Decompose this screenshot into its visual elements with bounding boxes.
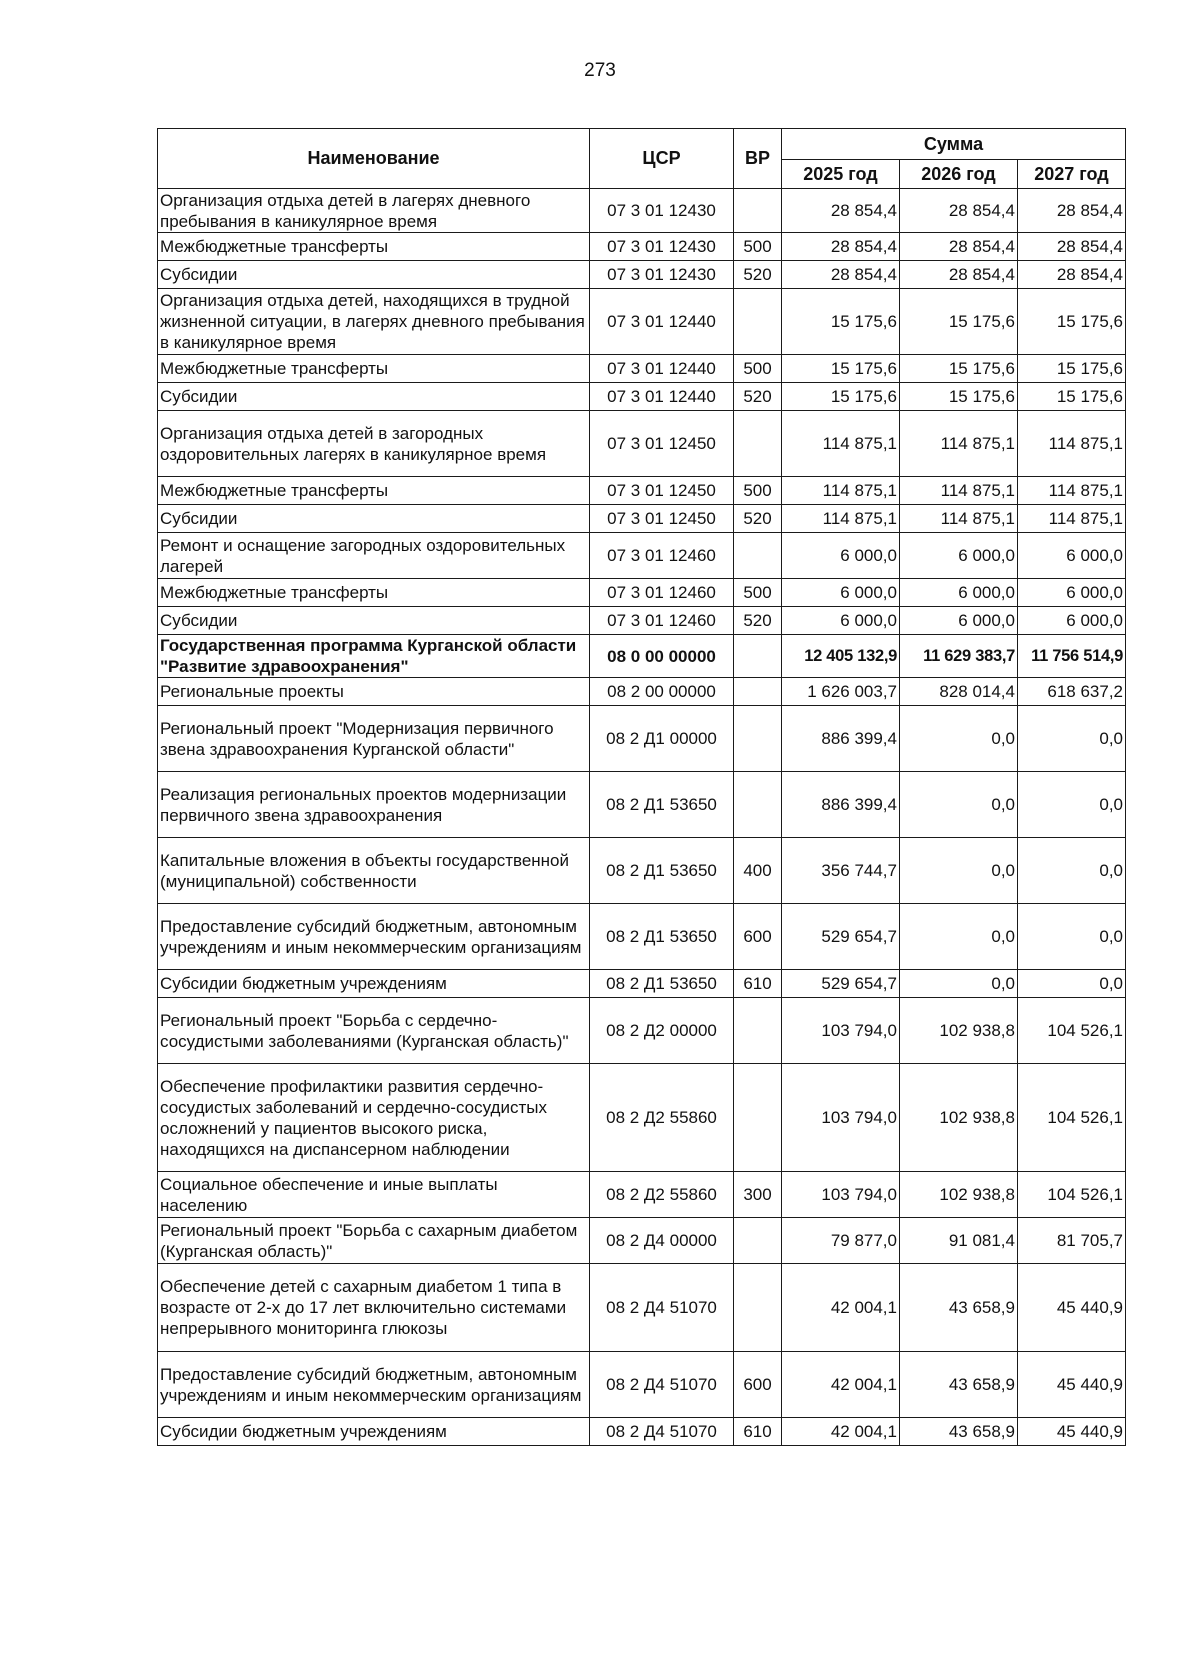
row-value-2026: 102 938,8 — [900, 1172, 1018, 1218]
row-csr: 07 3 01 12430 — [590, 189, 734, 233]
row-value-2025: 42 004,1 — [782, 1264, 900, 1352]
row-name: Региональные проекты — [158, 678, 590, 706]
table-row — [158, 838, 1126, 904]
row-value-2026: 102 938,8 — [900, 1064, 1018, 1172]
row-value-2027: 6 000,0 — [1018, 607, 1126, 635]
row-csr: 08 2 00 00000 — [590, 678, 734, 706]
row-vr — [734, 1218, 782, 1264]
row-vr: 520 — [734, 383, 782, 411]
header-year-2025: 2025 год — [782, 160, 900, 189]
row-value-2027: 28 854,4 — [1018, 261, 1126, 289]
row-value-2025: 886 399,4 — [782, 772, 900, 838]
header-row — [158, 129, 1126, 160]
row-vr — [734, 411, 782, 477]
table-row — [158, 607, 1126, 635]
row-vr: 520 — [734, 261, 782, 289]
row-value-2027: 104 526,1 — [1018, 998, 1126, 1064]
row-value-2026: 43 658,9 — [900, 1352, 1018, 1418]
row-value-2025: 356 744,7 — [782, 838, 900, 904]
row-value-2027: 104 526,1 — [1018, 1172, 1126, 1218]
row-csr: 08 2 Д1 53650 — [590, 772, 734, 838]
row-vr: 520 — [734, 505, 782, 533]
row-value-2027: 114 875,1 — [1018, 477, 1126, 505]
row-value-2026: 0,0 — [900, 772, 1018, 838]
row-vr — [734, 1064, 782, 1172]
row-csr: 07 3 01 12460 — [590, 607, 734, 635]
row-vr: 500 — [734, 579, 782, 607]
row-csr: 07 3 01 12440 — [590, 383, 734, 411]
row-value-2025: 15 175,6 — [782, 289, 900, 355]
row-csr: 07 3 01 12430 — [590, 233, 734, 261]
row-value-2025: 28 854,4 — [782, 233, 900, 261]
row-vr: 500 — [734, 233, 782, 261]
row-vr: 600 — [734, 904, 782, 970]
header-vr: ВР — [734, 129, 782, 189]
row-csr: 07 3 01 12460 — [590, 533, 734, 579]
row-value-2026: 15 175,6 — [900, 289, 1018, 355]
row-value-2025: 6 000,0 — [782, 533, 900, 579]
row-value-2026: 15 175,6 — [900, 355, 1018, 383]
row-csr: 08 2 Д2 55860 — [590, 1064, 734, 1172]
row-name: Субсидии бюджетным учреждениям — [158, 970, 590, 998]
header-name: Наименование — [158, 129, 590, 189]
header-csr: ЦСР — [590, 129, 734, 189]
table-body — [158, 189, 1126, 1446]
row-csr: 07 3 01 12430 — [590, 261, 734, 289]
row-value-2027: 11 756 514,9 — [1018, 635, 1126, 678]
row-value-2027: 45 440,9 — [1018, 1352, 1126, 1418]
row-csr: 08 2 Д4 51070 — [590, 1264, 734, 1352]
row-csr: 07 3 01 12450 — [590, 411, 734, 477]
row-vr — [734, 772, 782, 838]
row-csr: 08 2 Д2 55860 — [590, 1172, 734, 1218]
row-value-2025: 15 175,6 — [782, 383, 900, 411]
row-value-2026: 102 938,8 — [900, 998, 1018, 1064]
row-value-2026: 828 014,4 — [900, 678, 1018, 706]
row-name: Субсидии — [158, 607, 590, 635]
row-value-2025: 529 654,7 — [782, 970, 900, 998]
row-name: Капитальные вложения в объекты государственной (муниципальной) собственности — [158, 838, 590, 904]
row-csr: 08 2 Д1 53650 — [590, 838, 734, 904]
row-csr: 07 3 01 12450 — [590, 505, 734, 533]
row-value-2025: 12 405 132,9 — [782, 635, 900, 678]
row-vr — [734, 533, 782, 579]
row-name: Региональный проект "Модернизация первичного звена здравоохранения Курганской области" — [158, 706, 590, 772]
table-header — [158, 129, 1126, 189]
table-row — [158, 1064, 1126, 1172]
budget-table — [157, 128, 1126, 1446]
table-row — [158, 706, 1126, 772]
row-vr — [734, 706, 782, 772]
row-value-2025: 15 175,6 — [782, 355, 900, 383]
row-value-2027: 6 000,0 — [1018, 579, 1126, 607]
row-value-2026: 91 081,4 — [900, 1218, 1018, 1264]
row-vr: 610 — [734, 970, 782, 998]
row-value-2025: 103 794,0 — [782, 998, 900, 1064]
row-value-2026: 28 854,4 — [900, 189, 1018, 233]
row-value-2027: 618 637,2 — [1018, 678, 1126, 706]
row-value-2025: 103 794,0 — [782, 1172, 900, 1218]
row-csr: 07 3 01 12460 — [590, 579, 734, 607]
row-vr — [734, 289, 782, 355]
row-value-2026: 0,0 — [900, 838, 1018, 904]
table-row — [158, 1352, 1126, 1418]
row-name: Межбюджетные трансферты — [158, 355, 590, 383]
row-value-2025: 114 875,1 — [782, 411, 900, 477]
row-name: Предоставление субсидий бюджетным, автономным учреждениям и иным некоммерческим организациям — [158, 904, 590, 970]
row-value-2027: 0,0 — [1018, 772, 1126, 838]
row-value-2026: 6 000,0 — [900, 533, 1018, 579]
row-value-2026: 11 629 383,7 — [900, 635, 1018, 678]
table-row — [158, 189, 1126, 233]
row-name: Предоставление субсидий бюджетным, автономным учреждениям и иным некоммерческим организациям — [158, 1352, 590, 1418]
row-value-2027: 28 854,4 — [1018, 233, 1126, 261]
table-row — [158, 533, 1126, 579]
row-value-2027: 28 854,4 — [1018, 189, 1126, 233]
row-value-2027: 45 440,9 — [1018, 1264, 1126, 1352]
table-row — [158, 1418, 1126, 1446]
row-name: Региональный проект "Борьба с сердечно-сосудистыми заболеваниями (Курганская область)" — [158, 998, 590, 1064]
row-csr: 07 3 01 12450 — [590, 477, 734, 505]
row-value-2027: 15 175,6 — [1018, 383, 1126, 411]
row-vr: 400 — [734, 838, 782, 904]
row-csr: 08 2 Д2 00000 — [590, 998, 734, 1064]
header-year-2027: 2027 год — [1018, 160, 1126, 189]
row-value-2026: 0,0 — [900, 706, 1018, 772]
table-row — [158, 411, 1126, 477]
row-value-2025: 529 654,7 — [782, 904, 900, 970]
row-name: Субсидии — [158, 261, 590, 289]
row-value-2027: 45 440,9 — [1018, 1418, 1126, 1446]
table-row — [158, 998, 1126, 1064]
row-vr — [734, 998, 782, 1064]
row-value-2025: 6 000,0 — [782, 607, 900, 635]
row-vr: 500 — [734, 477, 782, 505]
table-row — [158, 355, 1126, 383]
row-csr: 08 2 Д1 00000 — [590, 706, 734, 772]
row-value-2026: 114 875,1 — [900, 505, 1018, 533]
table-row — [158, 635, 1126, 678]
table-row — [158, 1264, 1126, 1352]
table-row — [158, 477, 1126, 505]
row-csr: 08 2 Д1 53650 — [590, 970, 734, 998]
row-value-2027: 6 000,0 — [1018, 533, 1126, 579]
row-vr — [734, 678, 782, 706]
row-value-2026: 28 854,4 — [900, 261, 1018, 289]
row-name: Субсидии — [158, 505, 590, 533]
row-value-2025: 1 626 003,7 — [782, 678, 900, 706]
table-row — [158, 970, 1126, 998]
row-vr: 520 — [734, 607, 782, 635]
row-csr: 08 2 Д1 53650 — [590, 904, 734, 970]
row-name: Субсидии — [158, 383, 590, 411]
row-value-2025: 28 854,4 — [782, 189, 900, 233]
row-value-2027: 0,0 — [1018, 706, 1126, 772]
row-value-2027: 15 175,6 — [1018, 355, 1126, 383]
row-csr: 08 2 Д4 00000 — [590, 1218, 734, 1264]
header-sum: Сумма — [782, 129, 1126, 160]
table-row — [158, 383, 1126, 411]
row-value-2025: 79 877,0 — [782, 1218, 900, 1264]
row-vr: 600 — [734, 1352, 782, 1418]
table-row — [158, 289, 1126, 355]
table-row — [158, 678, 1126, 706]
row-csr: 08 0 00 00000 — [590, 635, 734, 678]
row-value-2026: 28 854,4 — [900, 233, 1018, 261]
row-value-2025: 114 875,1 — [782, 477, 900, 505]
row-vr: 300 — [734, 1172, 782, 1218]
row-name: Субсидии бюджетным учреждениям — [158, 1418, 590, 1446]
row-value-2027: 114 875,1 — [1018, 411, 1126, 477]
row-name: Межбюджетные трансферты — [158, 233, 590, 261]
table-row — [158, 579, 1126, 607]
row-vr — [734, 635, 782, 678]
row-value-2025: 28 854,4 — [782, 261, 900, 289]
row-name: Социальное обеспечение и иные выплаты населению — [158, 1172, 590, 1218]
row-vr: 610 — [734, 1418, 782, 1446]
row-vr: 500 — [734, 355, 782, 383]
row-value-2027: 0,0 — [1018, 838, 1126, 904]
row-value-2027: 114 875,1 — [1018, 505, 1126, 533]
table-row — [158, 505, 1126, 533]
row-name: Ремонт и оснащение загородных оздоровительных лагерей — [158, 533, 590, 579]
row-name: Обеспечение детей с сахарным диабетом 1 типа в возрасте от 2-х до 17 лет включительно системами непрерывного мониторинга глюкозы — [158, 1264, 590, 1352]
table-row — [158, 1218, 1126, 1264]
row-value-2027: 0,0 — [1018, 904, 1126, 970]
row-value-2026: 114 875,1 — [900, 411, 1018, 477]
row-name: Реализация региональных проектов модернизации первичного звена здравоохранения — [158, 772, 590, 838]
row-name: Региональный проект "Борьба с сахарным диабетом (Курганская область)" — [158, 1218, 590, 1264]
row-value-2026: 6 000,0 — [900, 607, 1018, 635]
row-value-2025: 114 875,1 — [782, 505, 900, 533]
row-name: Обеспечение профилактики развития сердечно-сосудистых заболеваний и сердечно-сосудистых осложнений у пациентов высокого риска, находящихся на диспансерном наблюдении — [158, 1064, 590, 1172]
row-csr: 07 3 01 12440 — [590, 289, 734, 355]
row-name: Организация отдыха детей, находящихся в трудной жизненной ситуации, в лагерях дневного пребывания в каникулярное время — [158, 289, 590, 355]
row-csr: 08 2 Д4 51070 — [590, 1352, 734, 1418]
row-value-2027: 81 705,7 — [1018, 1218, 1126, 1264]
row-value-2026: 6 000,0 — [900, 579, 1018, 607]
table-row — [158, 261, 1126, 289]
header-year-2026: 2026 год — [900, 160, 1018, 189]
row-value-2026: 43 658,9 — [900, 1264, 1018, 1352]
row-name: Организация отдыха детей в загородных оздоровительных лагерях в каникулярное время — [158, 411, 590, 477]
row-value-2025: 103 794,0 — [782, 1064, 900, 1172]
row-value-2025: 6 000,0 — [782, 579, 900, 607]
row-vr — [734, 1264, 782, 1352]
row-value-2027: 15 175,6 — [1018, 289, 1126, 355]
row-name: Межбюджетные трансферты — [158, 477, 590, 505]
table-row — [158, 1172, 1126, 1218]
row-csr: 08 2 Д4 51070 — [590, 1418, 734, 1446]
row-value-2026: 0,0 — [900, 904, 1018, 970]
row-name: Межбюджетные трансферты — [158, 579, 590, 607]
table-row — [158, 233, 1126, 261]
row-value-2025: 886 399,4 — [782, 706, 900, 772]
row-value-2026: 15 175,6 — [900, 383, 1018, 411]
page-number: 273 — [584, 60, 616, 81]
row-csr: 07 3 01 12440 — [590, 355, 734, 383]
row-value-2025: 42 004,1 — [782, 1352, 900, 1418]
row-name: Организация отдыха детей в лагерях дневного пребывания в каникулярное время — [158, 189, 590, 233]
row-value-2026: 114 875,1 — [900, 477, 1018, 505]
row-value-2027: 104 526,1 — [1018, 1064, 1126, 1172]
row-value-2025: 42 004,1 — [782, 1418, 900, 1446]
table-row — [158, 772, 1126, 838]
row-value-2027: 0,0 — [1018, 970, 1126, 998]
row-name: Государственная программа Курганской области "Развитие здравоохранения" — [158, 635, 590, 678]
row-value-2026: 43 658,9 — [900, 1418, 1018, 1446]
row-value-2026: 0,0 — [900, 970, 1018, 998]
row-vr — [734, 189, 782, 233]
table-row — [158, 904, 1126, 970]
